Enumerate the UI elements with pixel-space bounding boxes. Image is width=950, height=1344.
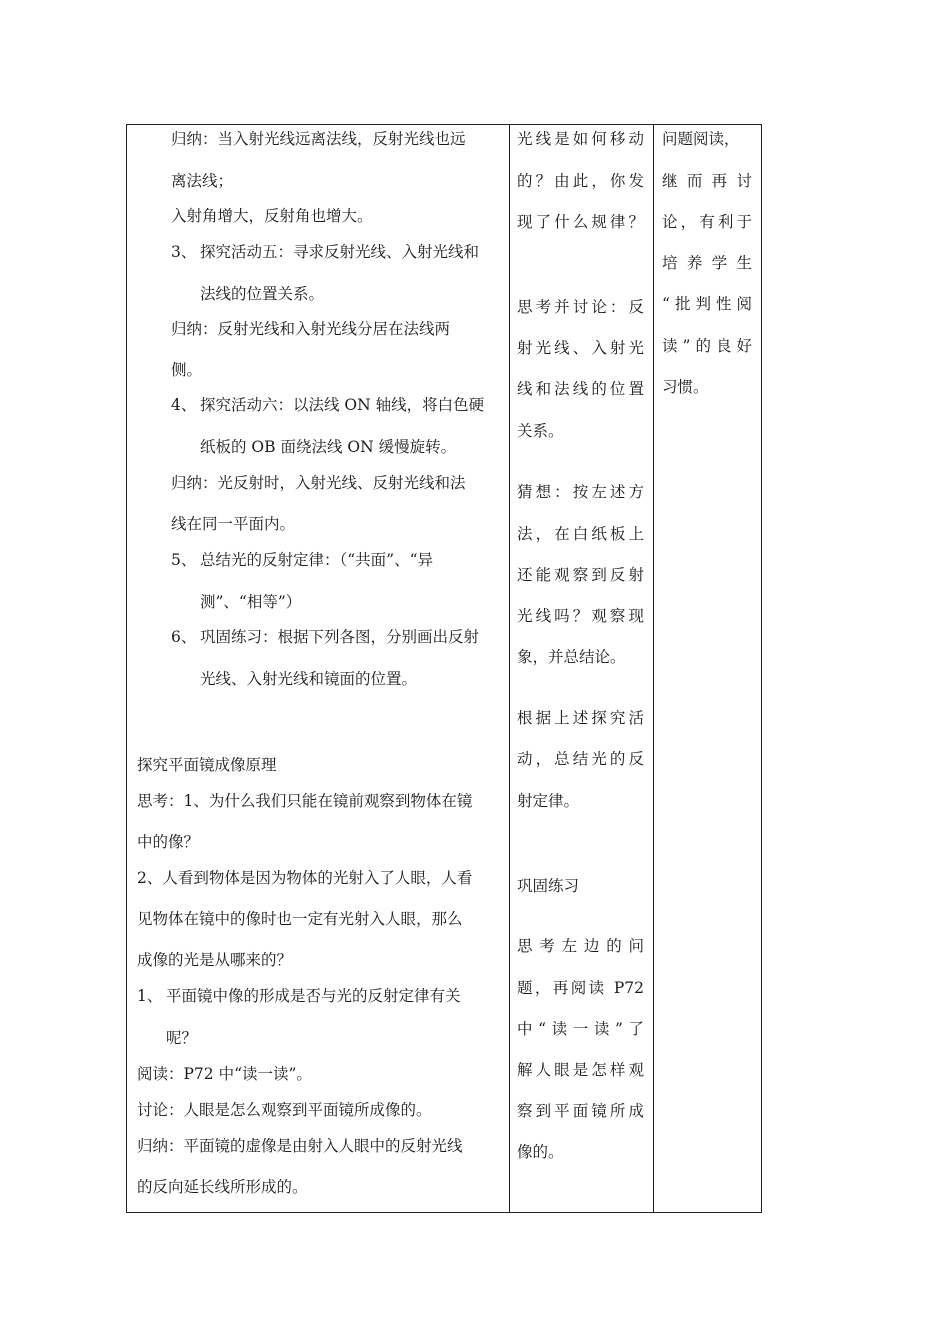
text-line: 猜想：按左述方 (517, 483, 644, 501)
text-line: 离法线； (171, 172, 234, 190)
text-line: 2、人看到物体是因为物体的光射入了人眼，人看 (137, 869, 473, 887)
text-line: 习惯。 (662, 378, 709, 396)
text-line: 法，在白纸板上 (517, 525, 644, 543)
text-line: 讨论：人眼是怎么观察到平面镜所成像的。 (137, 1101, 432, 1119)
text-line: “批判性阅 (662, 295, 752, 313)
text-line: 阅读：P72 中“读一读”。 (137, 1065, 312, 1083)
text-line: 入射角增大，反射角也增大。 (171, 207, 373, 225)
text-line: 像的。 (517, 1143, 564, 1161)
text-line: 思考左边的问 (517, 937, 644, 955)
text-line: 动，总结光的反 (517, 750, 644, 768)
text-line: 关系。 (517, 422, 564, 440)
section-heading: 巩固练习 (517, 877, 580, 895)
list-item-5 (171, 550, 433, 570)
list-item-1 (137, 986, 461, 1006)
list-number: 4、 (171, 396, 197, 414)
text-line: 归纳：当入射光线远离法线，反射光线也远 (171, 130, 466, 148)
text-line: 解人眼是怎样观 (517, 1061, 644, 1079)
list-text: 总结光的反射定律：（“共面”、“异 (200, 551, 434, 569)
text-line: 归纳：反射光线和入射光线分居在法线两 (171, 320, 451, 338)
lesson-table (126, 124, 762, 1213)
text-line: 察到平面镜所成 (517, 1102, 644, 1120)
text-line: 见物体在镜中的像时也一定有光射入人眼，那么 (137, 910, 463, 928)
text-line: 线在同一平面内。 (171, 515, 296, 533)
list-number: 6、 (171, 628, 197, 646)
text-line: 纸板的 OB 面绕法线 ON 缓慢旋转。 (200, 438, 457, 456)
text-line: 象，并总结论。 (517, 648, 626, 666)
list-item-6 (171, 627, 479, 647)
text-line: 侧。 (171, 361, 203, 379)
text-line: 培养学生 (662, 254, 752, 272)
text-line: 光线是如何移动 (517, 130, 644, 148)
text-line: 的？由此，你发 (517, 172, 644, 190)
text-line: 问题阅读， (662, 130, 740, 148)
text-line: 读”的良好 (662, 337, 752, 355)
content-column (127, 125, 509, 1212)
text-line: 中“读一读”了 (517, 1020, 644, 1038)
text-line: 的反向延长线所形成的。 (137, 1178, 308, 1196)
text-line: 思考并讨论：反 (517, 298, 644, 316)
text-line: 射光线、入射光 (517, 339, 644, 357)
activity-column (510, 125, 653, 1212)
text-line: 论，有利于 (662, 213, 752, 231)
text-line: 线和法线的位置 (517, 380, 644, 398)
text-line: 根据上述探究活 (517, 709, 644, 727)
text-line: 成像的光是从哪来的？ (137, 951, 293, 969)
text-line: 继而再讨 (662, 172, 752, 190)
text-line: 题，再阅读 P72 (517, 979, 644, 997)
section-heading: 探究平面镜成像原理 (137, 756, 277, 774)
list-item-3 (171, 242, 479, 262)
text-line: 归纳：平面镜的虚像是由射入人眼中的反射光线 (137, 1137, 463, 1155)
list-text: 平面镜中像的形成是否与光的反射定律有关 (166, 987, 461, 1005)
list-text: 巩固练习：根据下列各图，分别画出反射 (200, 628, 480, 646)
text-line: 中的像？ (137, 833, 200, 851)
intent-column (654, 125, 761, 1212)
text-line: 光线吗？观察现 (517, 607, 644, 625)
text-line: 归纳：光反射时，入射光线、反射光线和法 (171, 474, 466, 492)
list-item-4 (171, 395, 484, 415)
text-line: 法线的位置关系。 (200, 285, 325, 303)
list-text: 探究活动五：寻求反射光线、入射光线和 (200, 243, 480, 261)
list-number: 5、 (171, 551, 197, 569)
text-line: 光线、入射光线和镜面的位置。 (200, 670, 418, 688)
text-line: 现了什么规律？ (517, 213, 644, 231)
text-line: 还能观察到反射 (517, 566, 644, 584)
list-number: 3、 (171, 243, 197, 261)
list-number: 1、 (137, 987, 163, 1005)
text-line: 思考：1、为什么我们只能在镜前观察到物体在镜 (137, 792, 473, 810)
list-text: 探究活动六：以法线 ON 轴线，将白色硬 (200, 396, 485, 414)
text-line: 呢？ (166, 1029, 198, 1047)
text-line: 射定律。 (517, 792, 580, 810)
text-line: 测”、“相等”） (200, 593, 302, 611)
